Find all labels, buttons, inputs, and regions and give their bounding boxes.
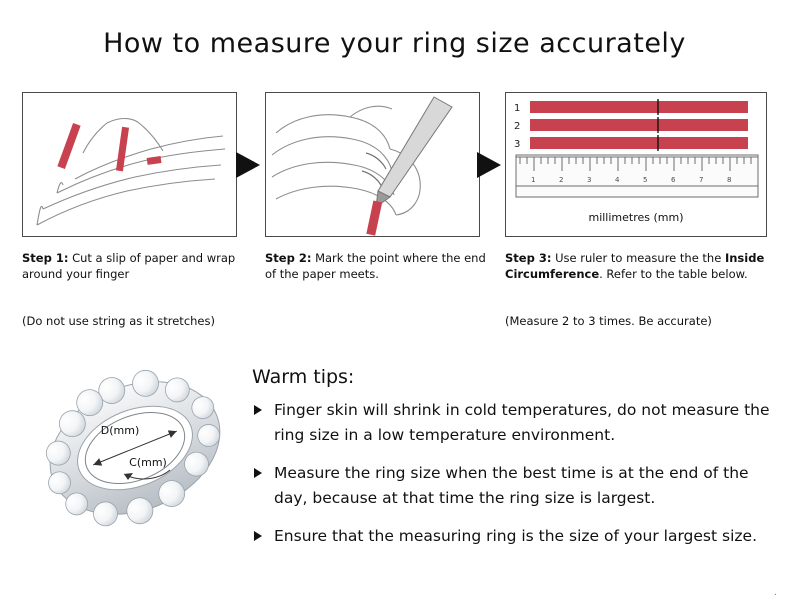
warm-tip-item (252, 461, 772, 511)
step-3-caption (505, 250, 770, 282)
hand-marking-paper-drawing (266, 93, 479, 236)
svg-text:2: 2 (559, 176, 564, 184)
strip-number-3: 3 (514, 139, 521, 150)
ring-diameter-label: D(mm) (100, 424, 140, 437)
step-1-text: Cut a slip of paper and wrap around your finger (22, 251, 236, 281)
step-1-caption (22, 250, 252, 282)
step-1-label: Step 1: (22, 251, 69, 265)
hand-with-paper-strip-drawing (23, 93, 236, 236)
step-3-note: (Measure 2 to 3 times. Be accurate) (505, 314, 712, 328)
svg-text:5: 5 (643, 176, 648, 184)
svg-text:1: 1 (531, 176, 536, 184)
ruler-unit-label: millimetres (mm) (588, 211, 684, 224)
svg-text:3: 3 (587, 176, 592, 184)
arrow-step2-to-step3 (477, 152, 501, 178)
warm-tips-list (252, 398, 772, 562)
step-3-illustration (505, 92, 767, 237)
step-3-text-before: Use ruler to measure the the (551, 251, 725, 265)
step-3-label: Step 3: (505, 251, 552, 265)
step-2-text: Mark the point where the end of the paper meets. (265, 251, 486, 281)
step-2-illustration (265, 92, 480, 237)
warm-tip-text: Finger skin will shrink in cold temperatures, do not measure the ring size in a low temperature environment. (274, 401, 770, 444)
ruler-and-strips-drawing (506, 93, 766, 236)
corner-mark: . (773, 587, 777, 598)
svg-text:8: 8 (727, 176, 732, 184)
svg-text:4: 4 (615, 176, 620, 184)
svg-text:6: 6 (671, 176, 676, 184)
strip-number-1: 1 (514, 103, 521, 114)
step-3-text-bold: Inside Circumference (505, 251, 765, 281)
step-1-illustration (22, 92, 237, 237)
warm-tip-item (252, 398, 772, 448)
step-3-text-after: . Refer to the table below. (599, 267, 748, 281)
eternity-ring-drawing (28, 348, 243, 548)
step-1-note: (Do not use string as it stretches) (22, 314, 215, 328)
triangle-bullet-icon (254, 468, 262, 478)
ring-circumference-label: C(mm) (129, 456, 167, 469)
strip-number-2: 2 (514, 121, 521, 132)
arrow-step1-to-step2 (236, 152, 260, 178)
warm-tip-text: Ensure that the measuring ring is the size of your largest size. (274, 527, 757, 545)
svg-text:7: 7 (699, 176, 704, 184)
triangle-bullet-icon (254, 531, 262, 541)
warm-tips-heading: Warm tips: (252, 366, 355, 388)
warm-tip-text: Measure the ring size when the best time is at the end of the day, because at that time the ring size is largest. (274, 464, 749, 507)
ring-diagram (28, 348, 243, 548)
triangle-bullet-icon (254, 405, 262, 415)
page-title: How to measure your ring size accurately (103, 28, 686, 59)
step-2-caption (265, 250, 490, 282)
step-2-label: Step 2: (265, 251, 312, 265)
warm-tip-item (252, 524, 772, 549)
